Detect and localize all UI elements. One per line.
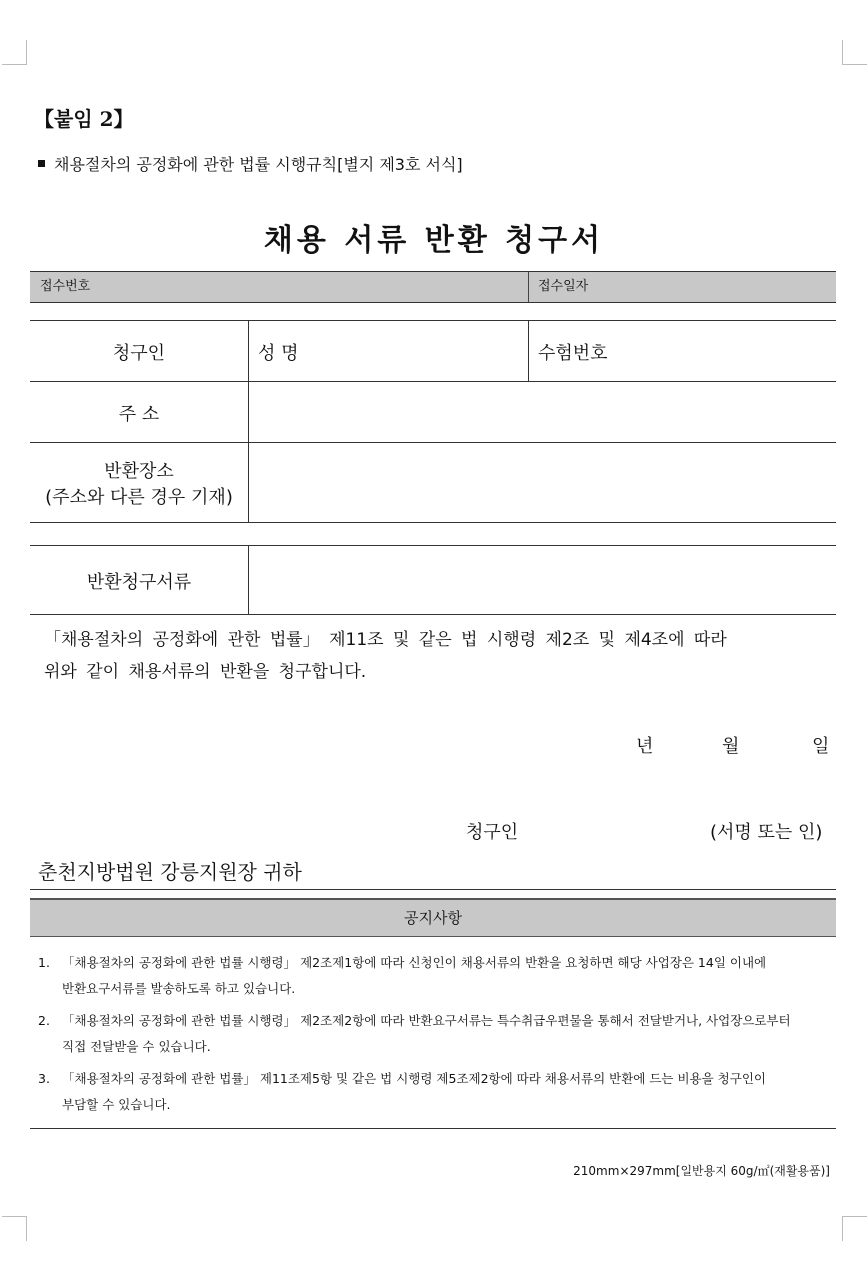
name-field[interactable]: 성 명 <box>258 343 299 364</box>
paper-spec-footer: 210mm×297mm[일반용지 60g/㎡(재활용품)] <box>573 1164 830 1178</box>
notice-item-number: 2. <box>38 1013 50 1028</box>
receipt-date-field[interactable]: 접수일자 <box>538 279 589 294</box>
addressee: 춘천지방법원 강릉지원장 귀하 <box>38 860 302 884</box>
date-year[interactable]: 년 <box>636 736 654 757</box>
crop-mark-top-left <box>2 40 27 65</box>
exam-number-field[interactable]: 수험번호 <box>538 343 608 364</box>
date-month[interactable]: 월 <box>722 736 740 757</box>
notice-item <box>38 1066 830 1118</box>
signature-field[interactable]: (서명 또는 인) <box>710 822 823 843</box>
crop-mark-bottom-left <box>2 1216 27 1241</box>
documents-label: 반환청구서류 <box>86 572 192 593</box>
notice-item-number: 3. <box>38 1071 50 1086</box>
statement-line-1: 「채용절차의 공정화에 관한 법률」 제11조 및 같은 법 시행령 제2조 및 제4조에 따라 <box>44 630 727 650</box>
notice-item <box>38 950 830 1002</box>
notice-item-line: 「채용절차의 공정화에 관한 법률 시행령」 제2조제2항에 따라 반환요구서류는 특수취급우편물을 통해서 전달받거나, 사업장으로부터 <box>62 1013 791 1028</box>
crop-mark-bottom-right <box>842 1216 867 1241</box>
notice-item <box>38 1008 830 1060</box>
receipt-number-field[interactable]: 접수번호 <box>40 279 91 294</box>
page-title: 채용 서류 반환 청구서 <box>263 223 605 258</box>
return-place-note: (주소와 다른 경우 기재) <box>45 487 233 508</box>
statement <box>44 624 834 688</box>
notice-item-line: 「채용절차의 공정화에 관한 법률」 제11조제5항 및 같은 법 시행령 제5조제2항에 따라 채용서류의 반환에 드는 비용을 청구인이 <box>62 1071 766 1086</box>
address-label: 주 소 <box>118 404 160 425</box>
statement-line-2: 위와 같이 채용서류의 반환을 청구합니다. <box>44 662 367 682</box>
notice-item-line: 반환요구서류를 발송하도록 하고 있습니다. <box>62 981 296 996</box>
receipt-bar <box>30 271 836 303</box>
table-border <box>30 320 836 321</box>
table-border <box>30 522 836 523</box>
crop-mark-top-right <box>842 40 867 65</box>
table-border <box>528 320 529 381</box>
notice-item-number: 1. <box>38 955 50 970</box>
notice-item-line: 부담할 수 있습니다. <box>62 1097 171 1112</box>
address-field[interactable] <box>249 382 836 442</box>
return-place-label: 반환장소 <box>104 461 174 482</box>
table-border <box>30 614 836 615</box>
notice-item-line: 직접 전달받을 수 있습니다. <box>62 1039 211 1054</box>
claimant-label: 청구인 <box>112 343 166 364</box>
return-place-field[interactable] <box>249 443 836 522</box>
form-reference <box>38 152 463 175</box>
documents-field[interactable] <box>249 546 836 614</box>
notice-bottom-border <box>30 1128 836 1129</box>
addressee-divider <box>30 889 836 890</box>
attachment-label: 【붙임 2】 <box>34 107 134 131</box>
notice-heading: 공지사항 <box>30 898 836 937</box>
notice-item-line: 「채용절차의 공정화에 관한 법률 시행령」 제2조제1항에 따라 신청인이 채용서류의 반환을 요청하면 해당 사업장은 14일 이내에 <box>62 955 767 970</box>
square-bullet-icon <box>38 160 45 167</box>
form-reference-text: 채용절차의 공정화에 관한 법률 시행규칙[별지 제3호 서식] <box>54 155 463 174</box>
signature-claimant-label: 청구인 <box>466 822 519 843</box>
date-day[interactable]: 일 <box>812 736 830 757</box>
